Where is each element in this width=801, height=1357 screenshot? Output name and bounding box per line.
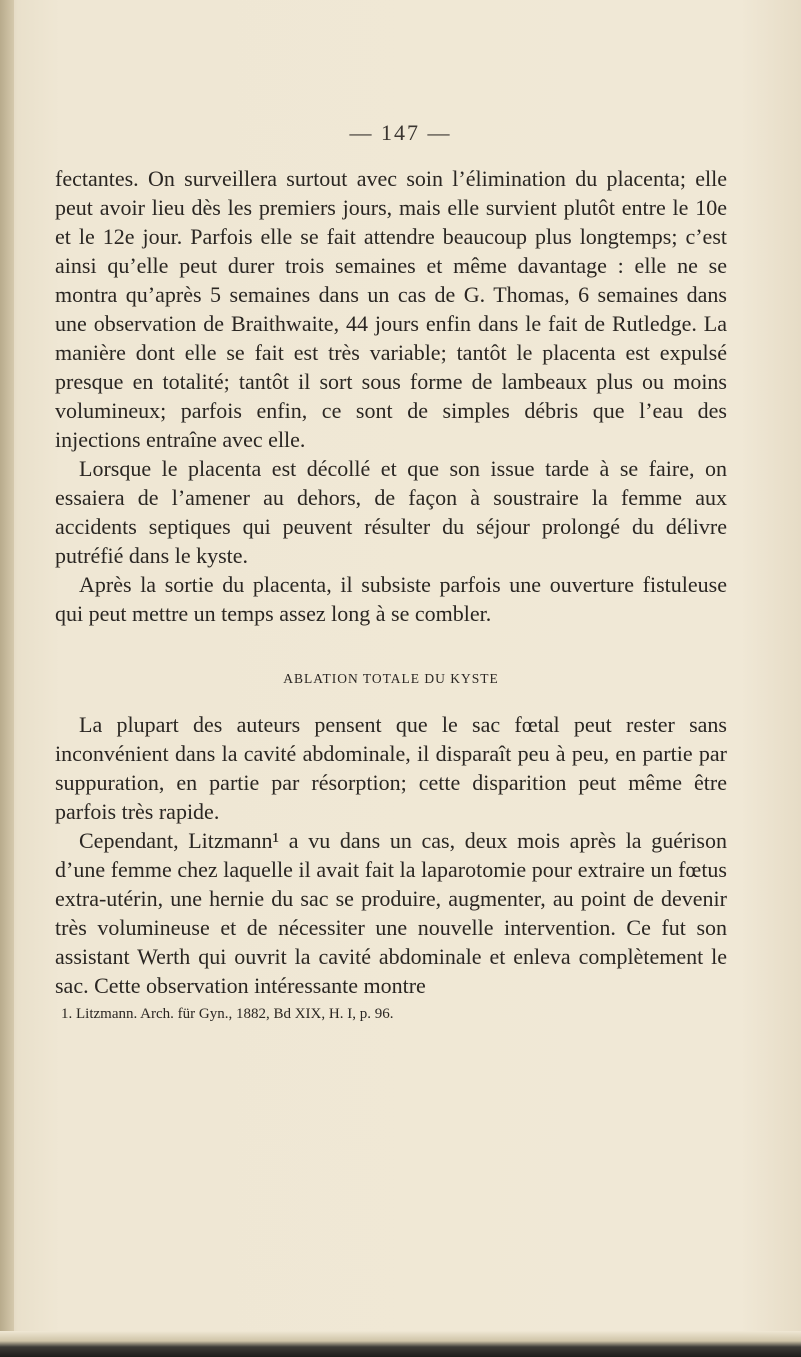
page-binding-edge (0, 0, 14, 1357)
page-body (55, 164, 727, 1024)
section-heading: ABLATION TOTALE DU KYSTE (283, 671, 499, 686)
paragraph-foetal-sac: La plupart des auteurs pensent que le sac fœtal peut rester sans inconvénient dans la cavité abdominale, il disparaît peu à peu, en partie par suppuration, en partie par résorption; cette disparition peut même être parfois très rapide. (55, 712, 727, 824)
paragraph-placenta-elimination: fectantes. On surveillera surtout avec soin l’élimination du placenta; elle peut avoir lieu dès les premiers jours, mais elle survient plutôt entre le 10e et le 12e jour. Parfois elle se fait attendre beaucoup plus longtemps; c’est ainsi qu’elle peut durer trois semaines et même davantage : elle ne se montra qu’après 5 semaines dans un cas de G. Thomas, 6 semaines dans une observation de Braithwaite, 44 jours enfin dans le fait de Rutledge. La manière dont elle se fait est très variable; tantôt le placenta est expulsé presque en totalité; tantôt il sort sous forme de lambeaux plus ou moins volumineux; parfois enfin, ce sont de simples débris que l’eau des injections entraîne avec elle. (55, 166, 727, 452)
page-bottom-edge (0, 1331, 801, 1357)
paragraph-fistula: Après la sortie du placenta, il subsiste parfois une ouverture fistuleuse qui peut mettre un temps assez long à se combler. (55, 572, 727, 626)
paragraph-litzmann-case: Cependant, Litzmann¹ a vu dans un cas, deux mois après la guérison d’une femme chez laquelle il avait fait la laparotomie pour extraire un fœtus extra-utérin, une hernie du sac se produire, augmenter, au point de devenir très volumineuse et de nécessiter une nouvelle intervention. Ce fut son assistant Werth qui ouvrit la cavité abdominale et enleva complètement le sac. Cette observation intéressante montre (55, 828, 727, 998)
footnote: 1. Litzmann. Arch. für Gyn., 1882, Bd XIX, H. I, p. 96. (61, 1006, 394, 1022)
page-number: — 147 — (349, 120, 452, 145)
paragraph-placenta-extraction: Lorsque le placenta est décollé et que son issue tarde à se faire, on essaiera de l’amener au dehors, de façon à soustraire la femme aux accidents septiques qui peuvent résulter du séjour prolongé du délivre putréfié dans le kyste. (55, 456, 727, 568)
